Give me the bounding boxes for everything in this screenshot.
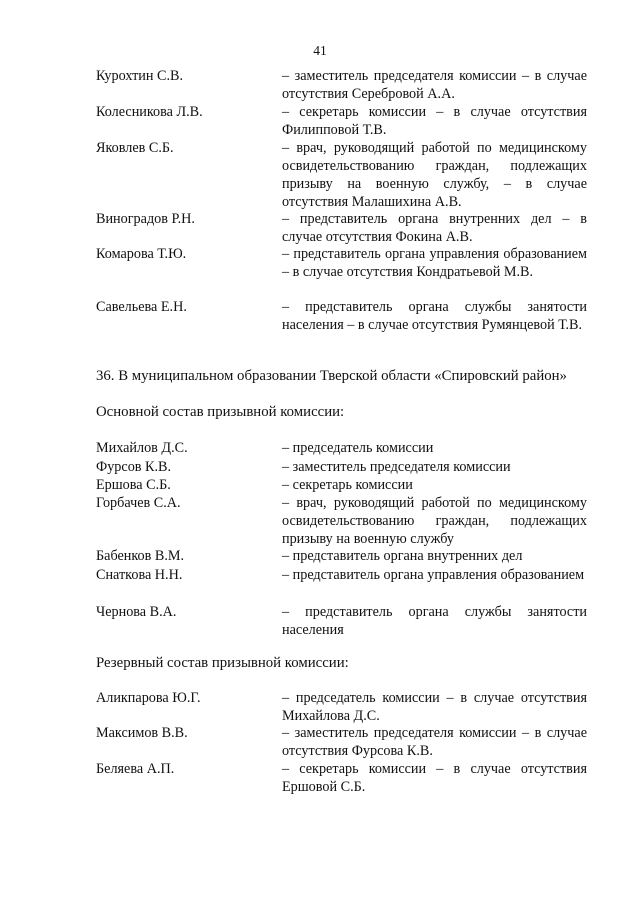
member-role: – заместитель председателя комиссии – в случае отсутствия Фурсова К.В.: [282, 725, 587, 759]
member-role: – заместитель председателя комиссии: [282, 459, 511, 475]
member-role: – представитель органа внутренних дел – в случае отсутствия Фокина А.В.: [282, 211, 587, 245]
member-name: Горбачев С.А.: [96, 495, 181, 511]
member-name: Чернова В.А.: [96, 604, 177, 620]
member-role: – представитель органа службы занятости населения: [282, 604, 587, 638]
member-role: – врач, руководящий работой по медицинскому освидетельствованию граждан, подлежащих призыву на военную службу, – в случае отсутствия Малашихина А.В.: [282, 140, 587, 210]
member-name: Фурсов К.В.: [96, 459, 172, 475]
member-role: – представитель органа управления образованием: [282, 567, 585, 583]
member-name: Ершова С.Б.: [96, 477, 171, 493]
member-role: – представитель органа управления образованием – в случае отсутствия Кондратьевой М.В.: [282, 246, 587, 280]
member-name: Яковлев С.Б.: [96, 140, 174, 156]
member-role: – секретарь комиссии – в случае отсутствия Филипповой Т.В.: [282, 104, 587, 138]
member-role: – председатель комиссии – в случае отсутствия Михайлова Д.С.: [282, 690, 587, 724]
member-name: Виноградов Р.Н.: [96, 211, 195, 227]
section-heading: 36. В муниципальном образовании Тверской области «Спировский район»: [96, 368, 567, 384]
member-role: – секретарь комиссии – в случае отсутствия Ершовой С.Б.: [282, 761, 587, 795]
member-role: – председатель комиссии: [282, 440, 434, 456]
member-name: Беляева А.П.: [96, 761, 175, 777]
member-role: – врач, руководящий работой по медицинскому освидетельствованию граждан, подлежащих призыву на военную службу: [282, 495, 587, 547]
member-name: Максимов В.В.: [96, 725, 188, 741]
member-name: Аликпарова Ю.Г.: [96, 690, 201, 706]
member-role: – представитель органа внутренних дел: [282, 548, 523, 564]
member-name: Снаткова Н.Н.: [96, 567, 183, 583]
reserve-composition-heading: Резервный состав призывной комиссии:: [96, 655, 349, 671]
member-name: Савельева Е.Н.: [96, 299, 187, 315]
member-name: Михайлов Д.С.: [96, 440, 188, 456]
member-name: Комарова Т.Ю.: [96, 246, 187, 262]
member-name: Курохтин С.В.: [96, 68, 184, 84]
member-name: Колесникова Л.В.: [96, 104, 203, 120]
member-role: – заместитель председателя комиссии – в случае отсутствия Серебровой А.А.: [282, 68, 587, 102]
member-name: Бабенков В.М.: [96, 548, 185, 564]
main-composition-heading: Основной состав призывной комиссии:: [96, 404, 345, 420]
member-role: – представитель органа службы занятости населения – в случае отсутствия Румянцевой Т.В.: [282, 299, 587, 333]
member-role: – секретарь комиссии: [282, 477, 413, 493]
page-number: 41: [313, 43, 327, 58]
